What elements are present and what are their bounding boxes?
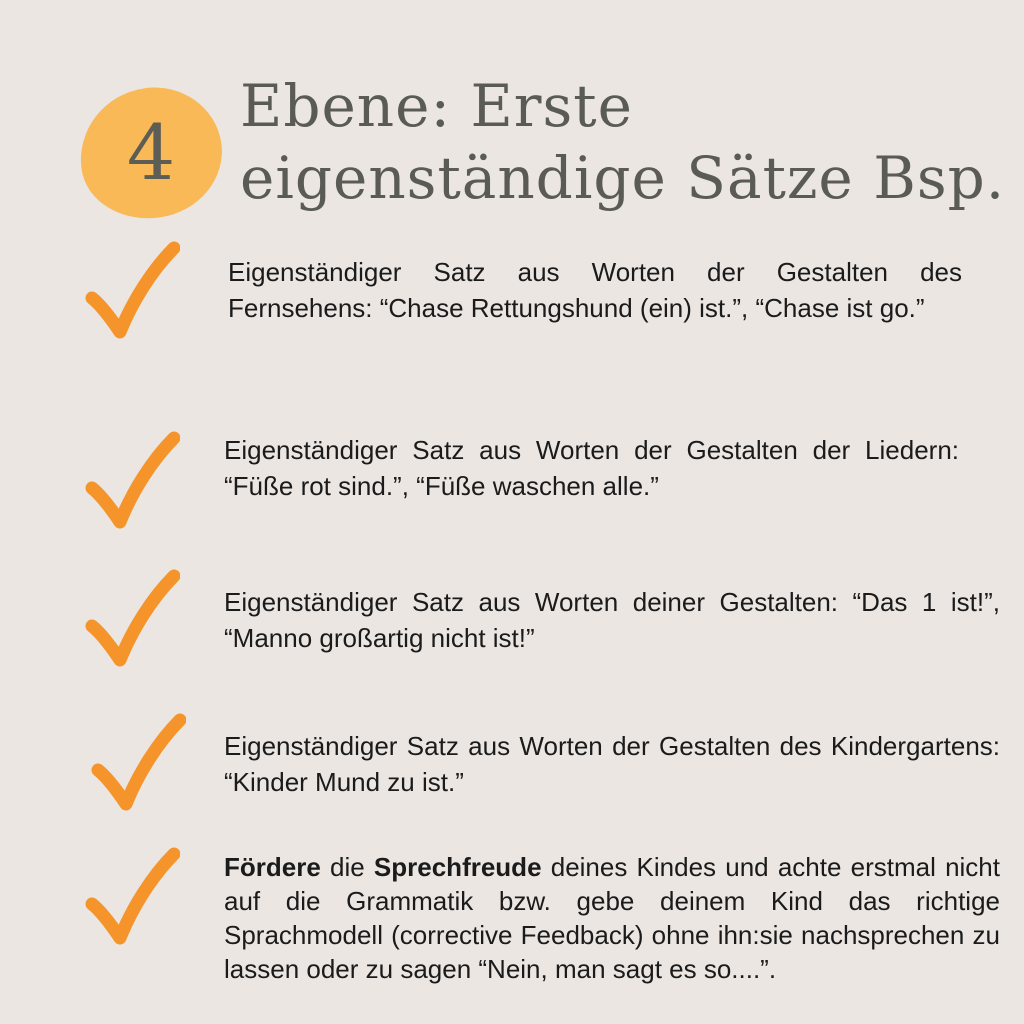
- checkmark-icon: [80, 240, 180, 350]
- checkmark-icon: [80, 430, 180, 540]
- title-line-2: eigenständige Sätze Bsp.: [240, 144, 1006, 212]
- bold-text: Sprechfreude: [373, 852, 542, 882]
- list-item: Eigenständiger Satz aus Worten der Gestalten des Fernsehens: “Chase Rettungshund (ein) ist.”, “Chase ist go.”: [228, 257, 962, 323]
- checkmark-icon: [80, 846, 180, 956]
- bold-text: Fördere: [224, 852, 321, 882]
- title-line-1: Ebene: Erste: [240, 72, 633, 140]
- text-segment: die: [320, 852, 374, 882]
- checkmark-icon: [80, 568, 180, 678]
- list-item: Eigenständiger Satz aus Worten der Gestalten der Liedern: “Füße rot sind.”, “Füße waschen alle.”: [224, 435, 959, 501]
- list-item-tip: [224, 850, 1000, 986]
- list-item: Eigenständiger Satz aus Worten deiner Gestalten: “Das 1 ist!”, “Manno großartig nicht ist!”: [224, 587, 1000, 653]
- text-segment: deines Kindes und achte erstmal nicht auf die Grammatik bzw. gebe deinem Kind das richtige Sprachmodell (corrective Feedback) ohne ihn:sie nachsprechen zu lassen oder zu sagen “Nein, man sagt es so....”.: [224, 852, 1000, 984]
- checkmark-icon: [86, 712, 186, 822]
- level-number: 4: [126, 108, 176, 197]
- page-title: [240, 70, 1010, 214]
- list-item: Eigenständiger Satz aus Worten der Gestalten des Kindergartens: “Kinder Mund zu ist.”: [224, 731, 1000, 797]
